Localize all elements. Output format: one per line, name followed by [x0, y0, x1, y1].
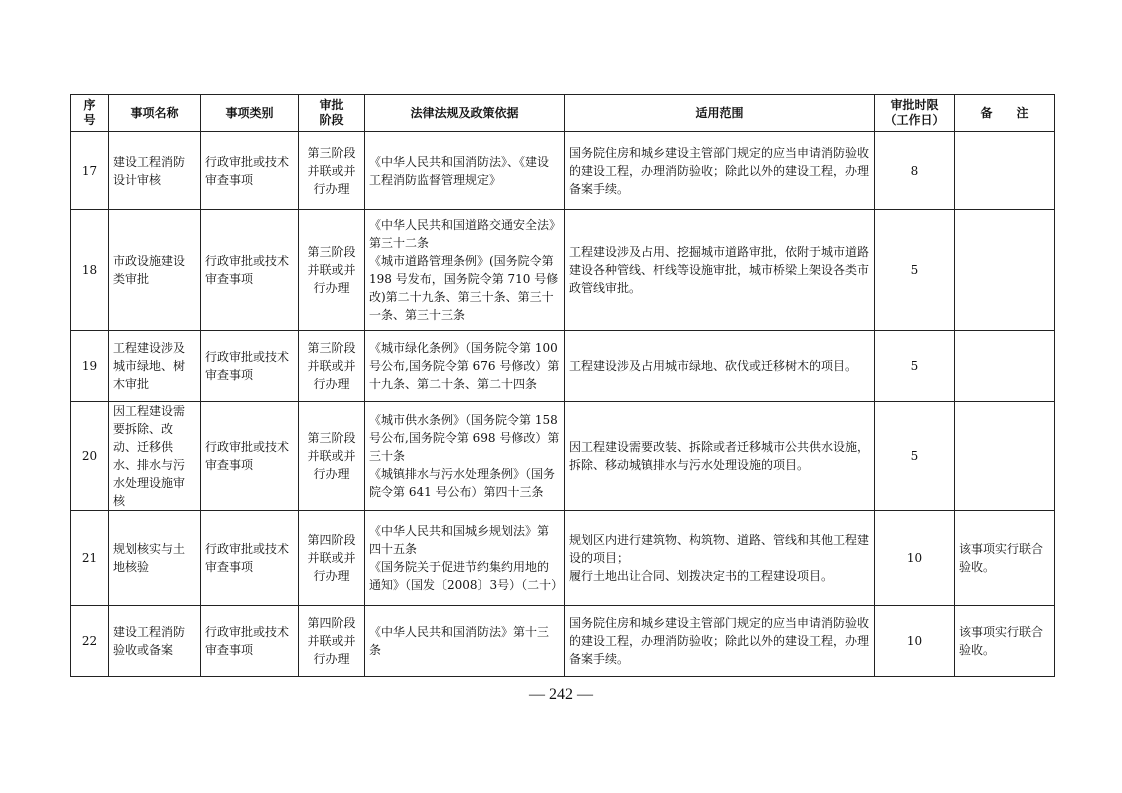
cell-limit: 10	[875, 606, 955, 677]
cell-name: 工程建设涉及城市绿地、树木审批	[109, 331, 201, 402]
scope-line: 国务院住房和城乡建设主管部门规定的应当申请消防验收的建设工程，办理消防验收；除此以外的建设工程，办理备案手续。	[569, 145, 870, 196]
header-type: 事项类别	[201, 95, 299, 132]
cell-scope	[565, 132, 875, 210]
basis-line: 《城市绿化条例》（国务院令第 100 号公布,国务院令第 676 号修改）第十九条、第二十条、第二十四条	[369, 341, 560, 391]
cell-seq: 18	[71, 210, 109, 331]
header-basis: 法律法规及政策依据	[365, 95, 565, 132]
header-name: 事项名称	[109, 95, 201, 132]
approval-items-table	[70, 94, 1055, 677]
page-number: — 242 —	[529, 686, 593, 703]
cell-name: 建设工程消防验收或备案	[109, 606, 201, 677]
cell-stage: 第三阶段并联或并行办理	[299, 402, 365, 511]
cell-scope	[565, 606, 875, 677]
cell-seq: 20	[71, 402, 109, 511]
cell-remark	[955, 210, 1055, 331]
cell-type: 行政审批或技术审查事项	[201, 132, 299, 210]
cell-type: 行政审批或技术审查事项	[201, 210, 299, 331]
cell-stage: 第四阶段并联或并行办理	[299, 511, 365, 606]
basis-line: 《城镇排水与污水处理条例》（国务院令第 641 号公布）第四十三条	[369, 467, 556, 499]
basis-line: 《中华人民共和国消防法》、《建设工程消防监督管理规定》	[369, 154, 550, 187]
cell-type: 行政审批或技术审查事项	[201, 331, 299, 402]
cell-type: 行政审批或技术审查事项	[201, 402, 299, 511]
cell-basis	[365, 210, 565, 331]
cell-name: 建设工程消防设计审核	[109, 132, 201, 210]
cell-limit: 8	[875, 132, 955, 210]
table-header-row	[71, 95, 1055, 132]
cell-type: 行政审批或技术审查事项	[201, 511, 299, 606]
cell-remark: 该事项实行联合验收。	[955, 606, 1055, 677]
cell-remark: 该事项实行联合验收。	[955, 511, 1055, 606]
cell-limit: 5	[875, 331, 955, 402]
cell-seq: 17	[71, 132, 109, 210]
cell-seq: 19	[71, 331, 109, 402]
basis-line: 《城市供水条例》（国务院令第 158 号公布,国务院令第 698 号修改）第三十条	[369, 413, 560, 463]
header-stage: 审批 阶段	[299, 95, 365, 132]
cell-limit: 5	[875, 402, 955, 511]
cell-stage: 第三阶段并联或并行办理	[299, 331, 365, 402]
cell-stage: 第四阶段并联或并行办理	[299, 606, 365, 677]
basis-line: 《中华人民共和国城乡规划法》第四十五条	[369, 524, 550, 556]
basis-line: 《中华人民共和国消防法》第十三条	[369, 625, 550, 657]
table-row	[71, 402, 1055, 511]
scope-line: 工程建设涉及占用城市绿地、砍伐或迁移树木的项目。	[569, 359, 858, 373]
header-scope: 适用范围	[565, 95, 875, 132]
cell-name: 因工程建设需要拆除、改动、迁移供水、排水与污水处理设施审核	[109, 402, 201, 511]
cell-remark	[955, 402, 1055, 511]
table-row	[71, 606, 1055, 677]
basis-line: 《中华人民共和国道路交通安全法》第三十二条	[369, 218, 556, 250]
basis-line: 《城市道路管理条例》(国务院令第 198 号发布，国务院令第 710 号修改)第二十九条、第三十条、第三十一条、第三十三条	[369, 254, 559, 322]
cell-basis	[365, 606, 565, 677]
cell-basis	[365, 511, 565, 606]
cell-basis	[365, 132, 565, 210]
cell-remark	[955, 132, 1055, 210]
cell-basis	[365, 402, 565, 511]
header-seq: 序 号	[71, 95, 109, 132]
cell-limit: 5	[875, 210, 955, 331]
cell-name: 市政设施建设类审批	[109, 210, 201, 331]
cell-name: 规划核实与土地核验	[109, 511, 201, 606]
scope-line: 履行土地出让合同、划拨决定书的工程建设项目。	[569, 569, 834, 583]
cell-scope	[565, 402, 875, 511]
cell-basis	[365, 331, 565, 402]
scope-line: 工程建设涉及占用、挖掘城市道路审批，依附于城市道路建设各种管线、杆线等设施审批，城市桥梁上架设各类市政管线审批。	[569, 245, 870, 295]
cell-stage: 第三阶段并联或并行办理	[299, 210, 365, 331]
cell-scope	[565, 331, 875, 402]
cell-stage: 第三阶段并联或并行办理	[299, 132, 365, 210]
cell-seq: 21	[71, 511, 109, 606]
header-limit: 审批时限 （工作日）	[875, 95, 955, 132]
cell-scope	[565, 210, 875, 331]
table-row	[71, 511, 1055, 606]
table-row	[71, 210, 1055, 331]
table-row	[71, 331, 1055, 402]
scope-line: 国务院住房和城乡建设主管部门规定的应当申请消防验收的建设工程，办理消防验收；除此以外的建设工程，办理备案手续。	[569, 616, 870, 666]
scope-line: 因工程建设需要改装、拆除或者迁移城市公共供水设施，拆除、移动城镇排水与污水处理设施的项目。	[569, 440, 870, 472]
scope-line: 规划区内进行建筑物、构筑物、道路、管线和其他工程建设的项目；	[569, 533, 870, 565]
cell-type: 行政审批或技术审查事项	[201, 606, 299, 677]
basis-line: 《国务院关于促进节约集约用地的通知》（国发〔2008〕3号）（二十）	[369, 560, 564, 592]
cell-remark	[955, 331, 1055, 402]
cell-seq: 22	[71, 606, 109, 677]
cell-limit: 10	[875, 511, 955, 606]
header-remark: 备 注	[955, 95, 1055, 132]
cell-scope	[565, 511, 875, 606]
table-row	[71, 132, 1055, 210]
